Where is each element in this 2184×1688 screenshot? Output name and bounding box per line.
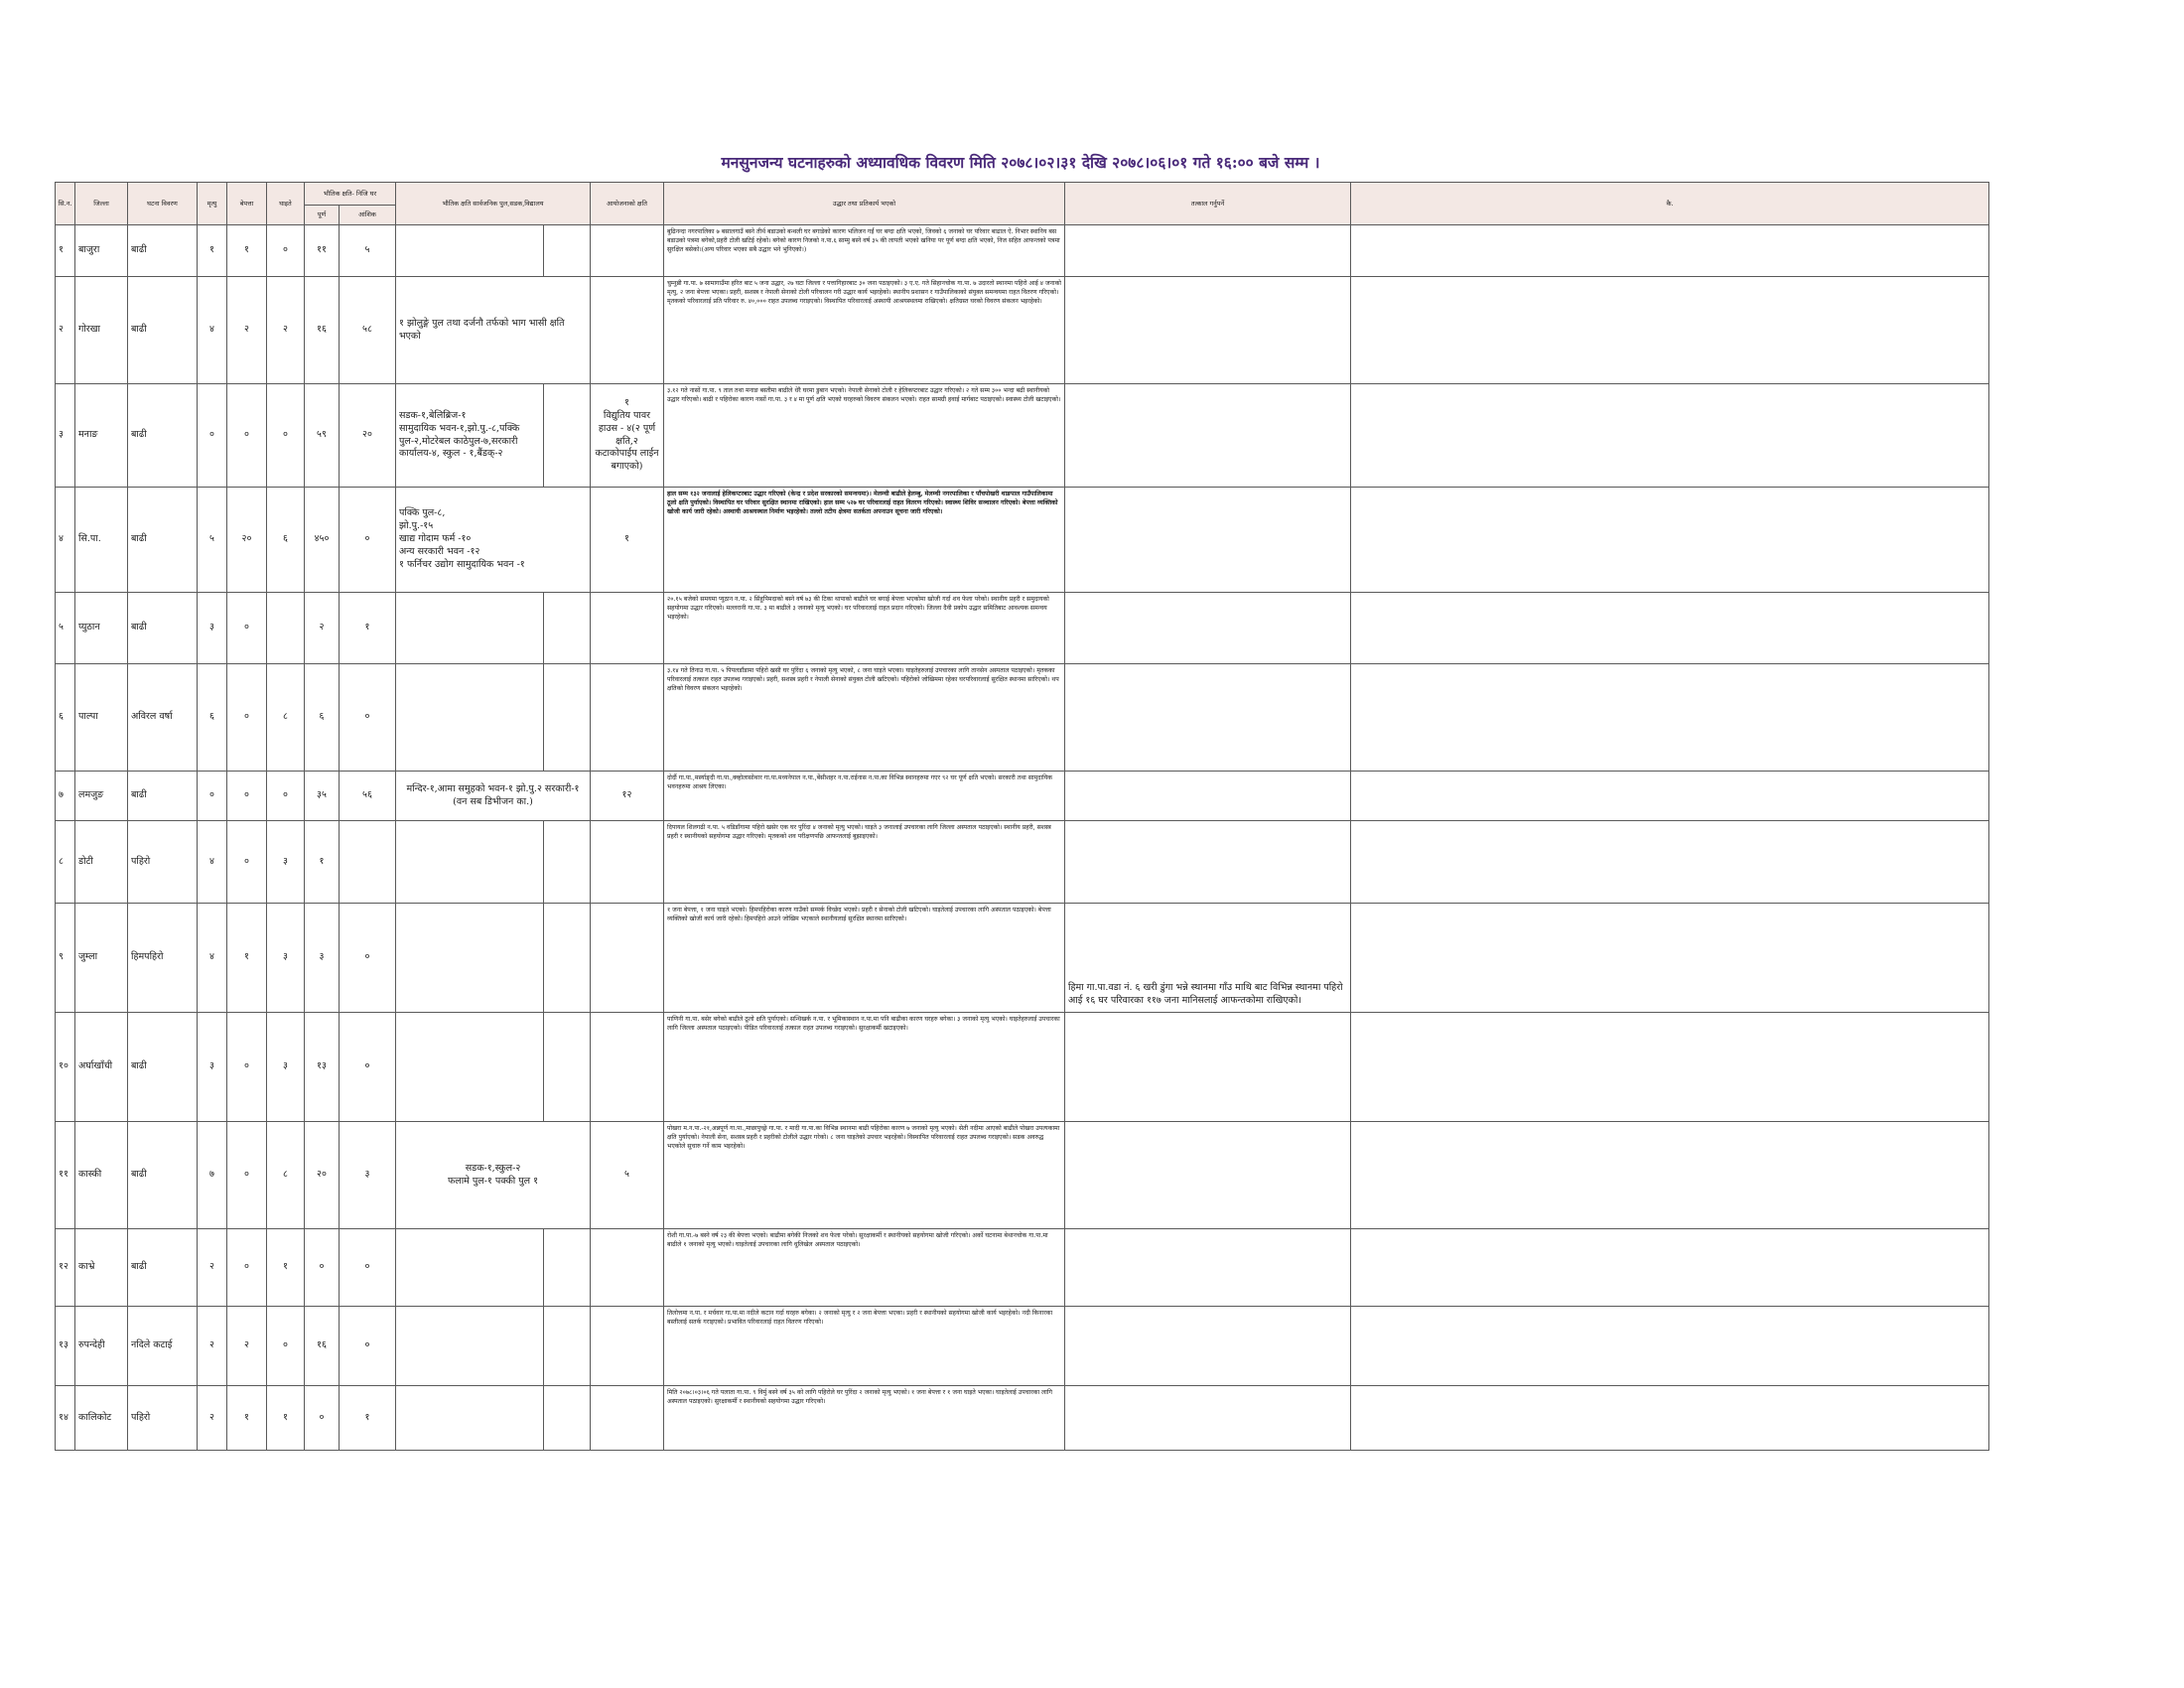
cell-remarks [1351, 1229, 1989, 1307]
table-row [56, 1013, 1989, 1122]
table-row [56, 1122, 1989, 1229]
cell-dead: ६ [198, 664, 227, 772]
cell-public: पक्कि पुल-८, झो.पु.-१५ खाद्य गोदाम फर्म -१० अन्य सरकारी भवन -१२ १ फर्निचर उद्योग सामुदायिक भवन -१ [396, 488, 591, 593]
col-header-immediate: तत्काल गर्नुपर्ने [1065, 183, 1351, 225]
cell-sn: ९ [56, 904, 75, 1013]
cell-district: डोटी [75, 821, 128, 904]
cell-remarks [1351, 384, 1989, 488]
cell-public-extra [544, 664, 591, 772]
cell-partial: ० [340, 904, 396, 1013]
cell-sn: १० [56, 1013, 75, 1122]
cell-partial: २० [340, 384, 396, 488]
cell-public [396, 593, 544, 664]
cell-immediate: हिमा गा.पा.वडा नं. ६ खरी डुंगा भन्ने स्थानमा गाँउ माथि बाट विभिन्न स्थानमा पहिरो आई १६ घर परिवारका ११७ जना मानिसलाई आफन्तकोमा राखिएको। [1065, 904, 1351, 1013]
cell-partial: १ [340, 1386, 396, 1451]
table-row [56, 488, 1989, 593]
cell-sn: १३ [56, 1307, 75, 1386]
cell-missing: ० [227, 1013, 267, 1122]
cell-event: पहिरो [128, 821, 198, 904]
header-row [56, 183, 1989, 206]
table-row [56, 593, 1989, 664]
monsoon-incident-table [55, 182, 1989, 1451]
table-row [56, 904, 1989, 1013]
cell-remarks [1351, 821, 1989, 904]
cell-public-extra [544, 1307, 591, 1386]
cell-full: ४५० [305, 488, 340, 593]
cell-district: अर्घाखाँची [75, 1013, 128, 1122]
cell-dead: ४ [198, 821, 227, 904]
cell-partial [340, 821, 396, 904]
cell-public-extra [544, 384, 591, 488]
cell-injured: १ [267, 1386, 305, 1451]
cell-rescue: १ जना बेपत्ता, १ जना घाइते भएको। हिमपहिरोका कारण गाउँको सम्पर्क विच्छेद भएको। प्रहरी र सेनाको टोली खटिएको। घाइतेलाई उपचारका लागि अस्पताल पठाइएको। बेपत्ता व्यक्तिको खोजी कार्य जारी रहेको। हिमपहिरो आउने जोखिम भएकाले स्थानीयलाई सुरक्षित स्थानमा सारिएको। [664, 904, 1065, 1013]
cell-immediate [1065, 488, 1351, 593]
cell-sn: ४ [56, 488, 75, 593]
cell-dead: २ [198, 1386, 227, 1451]
cell-power [591, 1386, 664, 1451]
cell-missing: १ [227, 1386, 267, 1451]
cell-district: सि.पा. [75, 488, 128, 593]
cell-public-extra [544, 225, 591, 277]
cell-district: कालिकोट [75, 1386, 128, 1451]
cell-district: जुम्ला [75, 904, 128, 1013]
cell-injured: ३ [267, 821, 305, 904]
cell-partial: ५८ [340, 277, 396, 384]
cell-public [396, 1386, 544, 1451]
cell-rescue: चुम्नुब्री गा.पा. ७ सामागाउँमा हरित बाट ५ जना उद्धार, २७ घटा जिल्ला र पत्तागिहारबाट ३० जना पठाइएको। ३ ए.ए. गते सिहानचोक गा.पा. ७ उदारतो स्थानमा पहिरो आई ४ जनाको मृत्यु, २ जना बेपत्ता भएका। प्रहरी, सशस्त्र र नेपाली सेनाको टोली परिचालन गरी उद्धार कार्य भइरहेको। स्थानीय प्रशासन र गाउँपालिकाको संयुक्त समन्वयमा राहत वितरण गरिएको। मृतकको परिवारलाई प्रति परिवार रु. ४०,००० राहत उपलब्ध गराइएको। विस्थापित परिवारलाई अस्थायी आश्रयस्थलमा राखिएको। क्षतिग्रस्त घरको विवरण संकलन भइरहेको। [664, 277, 1065, 384]
table-row [56, 821, 1989, 904]
cell-full: ६ [305, 664, 340, 772]
cell-dead: ४ [198, 904, 227, 1013]
cell-injured: ० [267, 772, 305, 821]
cell-missing: ० [227, 772, 267, 821]
table-row [56, 277, 1989, 384]
cell-remarks [1351, 1122, 1989, 1229]
col-header-sn: सि.न. [56, 183, 75, 225]
cell-event: अविरल वर्षा [128, 664, 198, 772]
cell-power [591, 664, 664, 772]
table-row [56, 1229, 1989, 1307]
cell-injured: २ [267, 277, 305, 384]
cell-dead: १ [198, 225, 227, 277]
cell-power: १ [591, 488, 664, 593]
cell-remarks [1351, 225, 1989, 277]
cell-remarks [1351, 772, 1989, 821]
cell-power [591, 277, 664, 384]
cell-injured: ३ [267, 1013, 305, 1122]
cell-full: ३ [305, 904, 340, 1013]
cell-public-extra [544, 1229, 591, 1307]
table-row [56, 384, 1989, 488]
cell-sn: ३ [56, 384, 75, 488]
cell-power [591, 904, 664, 1013]
cell-public [396, 664, 544, 772]
cell-remarks [1351, 1386, 1989, 1451]
col-header-house-damage: भौतिक क्षति- निजि घर [305, 183, 396, 206]
cell-dead: ३ [198, 593, 227, 664]
table-row [56, 664, 1989, 772]
cell-immediate [1065, 225, 1351, 277]
cell-missing: १ [227, 904, 267, 1013]
cell-power [591, 225, 664, 277]
cell-power [591, 1229, 664, 1307]
cell-immediate [1065, 1013, 1351, 1122]
cell-partial: ३ [340, 1122, 396, 1229]
cell-public-extra [544, 593, 591, 664]
cell-power: १२ [591, 772, 664, 821]
cell-public: सडक-१,स्कुल-२ फलामे पुल-१ पक्की पुल १ [396, 1122, 591, 1229]
cell-immediate [1065, 1122, 1351, 1229]
cell-rescue: दोर्दी गा.पा.,मर्स्याङ्दी गा.पा.,क्व्होलासोथार गा.पा.मध्यनेपाल न.पा.,बेंसीशहर न.पा.राईनास न.पा.का विभिन्न स्थानहरुमा गएर ९२ घर पूर्ण क्षति भएको। सरकारी तथा सामुदायिक भवनहरुमा आश्रय लिएका। [664, 772, 1065, 821]
cell-event: बाढी [128, 772, 198, 821]
cell-event: हिमपहिरो [128, 904, 198, 1013]
cell-power: ५ [591, 1122, 664, 1229]
cell-immediate [1065, 384, 1351, 488]
cell-event: बाढी [128, 225, 198, 277]
col-header-district: जिल्ला [75, 183, 128, 225]
cell-full: १६ [305, 277, 340, 384]
cell-district: प्युठान [75, 593, 128, 664]
cell-event: बाढी [128, 593, 198, 664]
cell-sn: १२ [56, 1229, 75, 1307]
table-row [56, 1307, 1989, 1386]
cell-missing: २० [227, 488, 267, 593]
cell-partial: ० [340, 664, 396, 772]
cell-power: १ विद्युतिय पावर हाउस - ४(२ पूर्ण क्षति,२ कटाकोपाईप लाईन बगाएको) [591, 384, 664, 488]
cell-injured: ३ [267, 904, 305, 1013]
cell-rescue: ३.१४ गते तिनाउ गा.पा. ५ पिपलडाँडामा पहिरो खसी घर पुरिंदा ६ जनाको मृत्यु भएको, ८ जना घाइते भएका। घाइतेहरुलाई उपचारका लागि तानसेन अस्पताल पठाइएको। मृतकका परिवारलाई तत्काल राहत उपलब्ध गराइएको। प्रहरी, सशस्त्र प्रहरी र नेपाली सेनाको संयुक्त टोली खटिएको। पहिरोको जोखिममा रहेका घरपरिवारलाई सुरक्षित स्थानमा सारिएको। थप क्षतिको विवरण संकलन भइरहेको। [664, 664, 1065, 772]
cell-rescue: पाणिनी गा.पा. बसेर बगेको बाढीले ठूलो क्षति पुर्याएको। सन्धिखर्क न.पा. र भूमिकास्थान न.पा.मा पनि बाढीका कारण घरहरु बगेका। ३ जनाको मृत्यु भएको। घाइतेहरुलाई उपचारका लागि जिल्ला अस्पताल पठाइएको। पीडित परिवारलाई तत्काल राहत उपलब्ध गराइएको। सुरक्षाकर्मी खटाइएको। [664, 1013, 1065, 1122]
cell-immediate [1065, 593, 1351, 664]
cell-event: बाढी [128, 277, 198, 384]
cell-injured: ८ [267, 664, 305, 772]
cell-dead: ७ [198, 1122, 227, 1229]
cell-public-extra [544, 821, 591, 904]
cell-missing: ० [227, 384, 267, 488]
cell-rescue: पोखरा म.न.पा.-२१,अन्नपूर्ण गा.पा.,माछापुच्छ्रे गा.पा. र मादी गा.पा.का विभिन्न स्थानमा बाढी पहिरोका कारण ७ जनाको मृत्यु भएको। सेती नदीमा आएको बाढीले पोखरा उपत्यकामा क्षति पुर्याएको। नेपाली सेना, सशस्त्र प्रहरी र प्रहरीको टोलीले उद्धार गरेको। ८ जना घाइतेको उपचार भइरहेको। विस्थापित परिवारलाई राहत उपलब्ध गराइएको। सडक अवरुद्ध भएकोले सुचारु गर्ने काम भइरहेको। [664, 1122, 1065, 1229]
cell-injured: ० [267, 225, 305, 277]
cell-remarks [1351, 1013, 1989, 1122]
cell-sn: ११ [56, 1122, 75, 1229]
cell-sn: १४ [56, 1386, 75, 1451]
cell-remarks [1351, 593, 1989, 664]
cell-full: ० [305, 1229, 340, 1307]
cell-missing: ० [227, 1122, 267, 1229]
cell-remarks [1351, 277, 1989, 384]
cell-immediate [1065, 1307, 1351, 1386]
cell-full: २ [305, 593, 340, 664]
cell-dead: ३ [198, 1013, 227, 1122]
cell-dead: ० [198, 772, 227, 821]
cell-rescue: तिलोत्तमा न.पा. र मर्चवार गा.पा.मा नदीले कटान गर्दा घरहरु बगेका। २ जनाको मृत्यु र २ जना बेपत्ता भएका। प्रहरी र स्थानीयको सहयोगमा खोजी कार्य भइरहेको। नदी किनारका बस्तीलाई सतर्क गराइएको। प्रभावित परिवारलाई राहत वितरण गरिएको। [664, 1307, 1065, 1386]
cell-public [396, 1229, 544, 1307]
cell-dead: ० [198, 384, 227, 488]
cell-immediate [1065, 772, 1351, 821]
col-header-event: घटना विवरण [128, 183, 198, 225]
cell-rescue: मिति २०७८।०३।०६ गते पलाता गा.पा. ९ विर्मु बस्ने वर्ष ३५ को लागि पहिरोले घर पुरिंदा २ जनाको मृत्यु भएको। १ जना बेपत्ता र १ जना घाइते भएका। घाइतेलाई उपचारका लागि अस्पताल पठाइएको। सुरक्षाकर्मी र स्थानीयको सहयोगमा उद्धार गरिएको। [664, 1386, 1065, 1451]
cell-injured: ० [267, 384, 305, 488]
cell-partial: ५ [340, 225, 396, 277]
cell-public: मन्दिर-१,आमा समुहको भवन-१ झो.पु.२ सरकारी-१ (वन सब डिभीजन का.) [396, 772, 591, 821]
cell-immediate [1065, 1386, 1351, 1451]
cell-public [396, 1307, 544, 1386]
cell-public-extra [544, 1013, 591, 1122]
table-row [56, 1386, 1989, 1451]
cell-dead: ५ [198, 488, 227, 593]
cell-remarks [1351, 664, 1989, 772]
cell-public [396, 225, 544, 277]
cell-sn: ८ [56, 821, 75, 904]
cell-rescue: बुढिनन्दा नगरपालिका ७ बसालगाउँ बस्ने तीर्थ बडाउको बन्थली घर बगाडेको कारण भलिजन गर्ई घर बग्दा क्षति भएको, जिवको ६ जनाको घर परिवार बाढाल ऐ. निभार स्थानिय बस बडाउको पत्रमा बगेको,प्रहरी टोली खटिई रहेको। बगेको कारण निजको न.पा.६ साम्मु बस्ने वर्ष ३५ की लापती भएको खनिया पर पूर्ण बग्दा क्षति भएको, निज सहित आफन्तको पत्रमा सुरक्षित बसेको।(अन्य परिवार भएका सबै उद्धार भने भुनिएको।) [664, 225, 1065, 277]
cell-full: १ [305, 821, 340, 904]
cell-power [591, 593, 664, 664]
cell-sn: ७ [56, 772, 75, 821]
col-header-injured: घाइते [267, 183, 305, 225]
col-header-rescue: उद्धार तथा प्रतिकार्य भएको [664, 183, 1065, 225]
cell-power [591, 821, 664, 904]
cell-full: १३ [305, 1013, 340, 1122]
cell-missing: ० [227, 1229, 267, 1307]
cell-partial: १ [340, 593, 396, 664]
cell-district: मनाङ [75, 384, 128, 488]
cell-rescue: दिपायल शिलगढी न.पा. ५ वडिडाँगामा पहिरो खसेर एक घर पुरिंदा ४ जनाको मृत्यु भएको। घाइते ३ जनालाई उपचारका लागि जिल्ला अस्पताल पठाइएको। स्थानीय प्रहरी, सशस्त्र प्रहरी र स्थानीयको सहयोगमा उद्धार गरिएको। मृतकको शव परीक्षणपछि आफन्तलाई बुझाइएको। [664, 821, 1065, 904]
cell-public [396, 904, 544, 1013]
cell-district: पाल्पा [75, 664, 128, 772]
cell-sn: ५ [56, 593, 75, 664]
cell-district: रुपन्देही [75, 1307, 128, 1386]
table-row [56, 772, 1989, 821]
cell-injured [267, 593, 305, 664]
cell-injured: १ [267, 1229, 305, 1307]
report-title: मनसुनजन्य घटनाहरुको अध्यावधिक विवरण मिति २०७८।०२।३१ देखि २०७८।०६।०१ गते १६:०० बजे सम्म । [721, 153, 1320, 172]
cell-power [591, 1307, 664, 1386]
cell-event: बाढी [128, 1122, 198, 1229]
cell-event: बाढी [128, 384, 198, 488]
cell-event: बाढी [128, 1229, 198, 1307]
cell-missing: ० [227, 821, 267, 904]
col-header-full: पूर्ण [305, 206, 340, 225]
cell-partial: ० [340, 488, 396, 593]
col-header-power: आयोजनाको क्षति [591, 183, 664, 225]
cell-district: काभ्रे [75, 1229, 128, 1307]
cell-full: ५९ [305, 384, 340, 488]
cell-injured: ६ [267, 488, 305, 593]
col-header-missing: बेपत्ता [227, 183, 267, 225]
cell-immediate [1065, 1229, 1351, 1307]
cell-district: कास्की [75, 1122, 128, 1229]
cell-rescue: हाल सम्म १३२ जनालाई हेलिकप्टरबाट उद्धार गरिएको (केन्द्र र प्रदेश सरकारको समन्वयमा)। मेलम्ची बाढीले हेलम्बु, मेलम्ची नगरपालिका र पाँचपोखरी थाङपाल गाउँपालिकामा ठूलो क्षति पुर्याएको। विस्थापित घर परिवार सुरक्षित स्थानमा राखिएको। हाल सम्म ५२७ घर परिवारलाई राहत वितरण गरिएको। स्वास्थ्य शिविर सञ्चालन गरिएको। बेपत्ता व्यक्तिको खोजी कार्य जारी रहेको। अस्थायी आश्रयस्थल निर्माण भइरहेको। तल्लो तटीय क्षेत्रमा सतर्कता अपनाउन सूचना जारी गरिएको। [664, 488, 1065, 593]
cell-public-extra [544, 904, 591, 1013]
cell-injured: ० [267, 1307, 305, 1386]
cell-immediate [1065, 664, 1351, 772]
cell-public: सडक-१,बेलिब्रिज-१ सामुदायिक भवन-१,झो.पु.-८,पक्कि पुल-२,मोटरेबल काठेपुल-७,सरकारी कार्यालय-४, स्कुल - १,बैंडक्-२ [396, 384, 544, 488]
col-header-partial: आंशिक [340, 206, 396, 225]
cell-public: १ झोलुङ्गे पुल तथा दर्जनौ तर्फको भाग भासी क्षति भएको [396, 277, 591, 384]
table-row [56, 225, 1989, 277]
cell-full: ११ [305, 225, 340, 277]
cell-immediate [1065, 821, 1351, 904]
cell-dead: २ [198, 1229, 227, 1307]
cell-missing: २ [227, 1307, 267, 1386]
cell-rescue: रोशी गा.पा.-७ बस्ने वर्ष २३ की बेपत्ता भएको। बाढीमा बगेकी निजको शव फेला परेको। सुरक्षाकर्मी र स्थानीयको सहयोगमा खोजी गरिएको। अर्को घटनामा बेथानचोक गा.पा.मा बाढीले १ जनाको मृत्यु भएको। घाइतेलाई उपचारका लागि धुलिखेल अस्पताल पठाइएको। [664, 1229, 1065, 1307]
cell-sn: २ [56, 277, 75, 384]
col-header-remarks: कै. [1351, 183, 1989, 225]
cell-immediate [1065, 277, 1351, 384]
cell-district: गोरखा [75, 277, 128, 384]
cell-partial: ० [340, 1013, 396, 1122]
cell-sn: ६ [56, 664, 75, 772]
cell-full: १६ [305, 1307, 340, 1386]
cell-full: ३५ [305, 772, 340, 821]
cell-injured: ८ [267, 1122, 305, 1229]
cell-missing: २ [227, 277, 267, 384]
cell-event: बाढी [128, 1013, 198, 1122]
cell-full: ० [305, 1386, 340, 1451]
cell-missing: ० [227, 664, 267, 772]
col-header-public-damage: भौतिक क्षति सार्वजनिक पुल,सडक,विद्यालय [396, 183, 591, 225]
cell-remarks [1351, 904, 1989, 1013]
cell-event: बाढी [128, 488, 198, 593]
cell-event: पहिरो [128, 1386, 198, 1451]
cell-missing: ० [227, 593, 267, 664]
cell-rescue: ३.१२ गते नासों गा.पा. ९ ताल तथा मनाङ बस्तीमा बाढीले धेरै घरमा डुबान भएको। नेपाली सेनाको टोली र हेलिकप्टरबाट उद्धार गरिएको। २ गते सम्म ३०० भन्दा बढी स्थानीयको उद्धार गरिएको। बाढी र पहिरोका कारण नासों गा.पा. ३ र ४ मा पूर्ण क्षति भएको घरहरुको विवरण संकलन भएको। राहत सामग्री हवाई मार्गबाट पठाइएको। स्वास्थ्य टोली खटाइएको। [664, 384, 1065, 488]
cell-public-extra [544, 1386, 591, 1451]
cell-public [396, 1013, 544, 1122]
cell-partial: ५६ [340, 772, 396, 821]
cell-rescue: २०.१५ बजेको समयमा प्युठान न.पा. २ सिंहुपिमदाको बस्ने वर्ष ७३ की टिका थापाको बाढीले घर बगाई बेपत्ता भएकोमा खोजी गर्दा शव फेला परेको। स्थानीय प्रहरी र समुदायको सहयोगमा उद्धार गरिएको। मल्लरानी गा.पा. ३ मा बाढीले ३ जनाको मृत्यु भएको। घर परिवारलाई राहत प्रदान गरिएको। जिल्ला दैवी प्रकोप उद्धार समितिबाट आवश्यक समन्वय भइरहेको। [664, 593, 1065, 664]
cell-public [396, 821, 544, 904]
cell-partial: ० [340, 1307, 396, 1386]
cell-district: बाजुरा [75, 225, 128, 277]
cell-remarks [1351, 1307, 1989, 1386]
cell-district: लमजुङ [75, 772, 128, 821]
cell-sn: १ [56, 225, 75, 277]
cell-partial: ० [340, 1229, 396, 1307]
cell-power [591, 1013, 664, 1122]
cell-event: नदिले कटाई [128, 1307, 198, 1386]
col-header-dead: मृत्यु [198, 183, 227, 225]
cell-dead: २ [198, 1307, 227, 1386]
cell-missing: १ [227, 225, 267, 277]
cell-dead: ४ [198, 277, 227, 384]
cell-full: २० [305, 1122, 340, 1229]
cell-remarks [1351, 488, 1989, 593]
